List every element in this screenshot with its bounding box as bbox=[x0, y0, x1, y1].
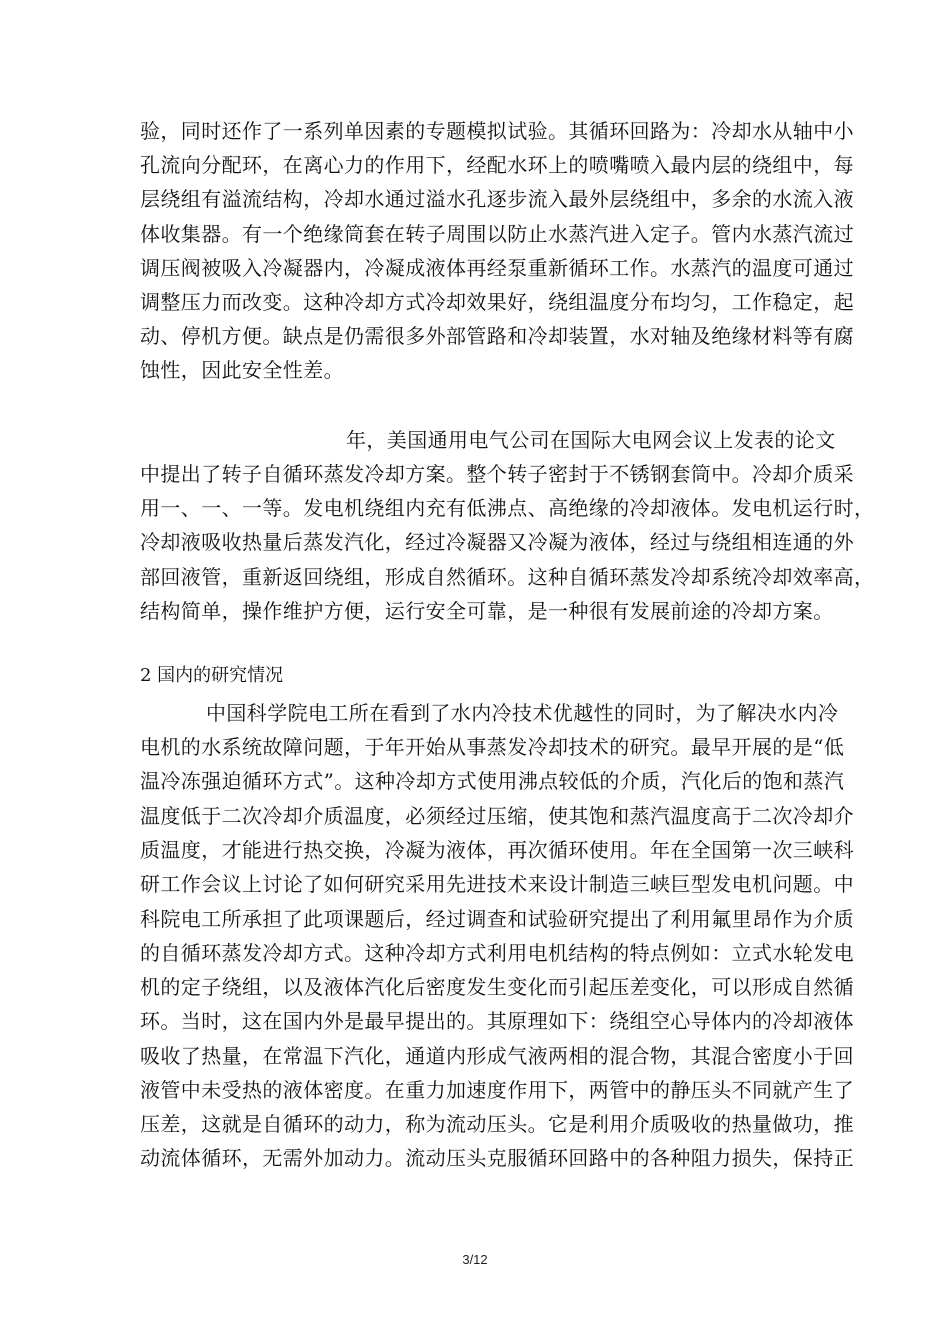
paragraph-line: 机的定子绕组，以及液体汽化后密度发生变化而引起压差变化，可以形成自然循 bbox=[140, 975, 854, 999]
paragraph-line: 电机的水系统故障问题，于年开始从事蒸发冷却技术的研究。最早开展的是“低 bbox=[140, 735, 845, 759]
paragraph-line: 动流体循环，无需外加动力。流动压头克服循环回路中的各种阻力损失，保持正 bbox=[140, 1146, 854, 1170]
paragraph-line: 的自循环蒸发冷却方式。这种冷却方式利用电机结构的特点例如：立式水轮发电 bbox=[140, 941, 854, 965]
paragraph-line: 调整压力而改变。这种冷却方式冷却效果好，绕组温度分布均匀，工作稳定，起 bbox=[140, 290, 854, 314]
paragraph-line: 温度低于二次冷却介质温度，必须经过压缩，使其饱和蒸汽温度高于二次冷却介 bbox=[140, 804, 854, 828]
paragraph-line: 冷却液吸收热量后蒸发汽化，经过冷凝器又冷凝为液体，经过与绕组相连通的外 bbox=[140, 530, 854, 554]
paragraph-line: 温冷冻强迫循环方式”。这种冷却方式使用沸点较低的介质，汽化后的饱和蒸汽 bbox=[140, 769, 845, 793]
paragraph-line: 结构简单，操作维护方便，运行安全可靠，是一种很有发展前途的冷却方案。 bbox=[140, 599, 834, 623]
paragraph-line: 吸收了热量，在常温下汽化，通道内形成气液两相的混合物，其混合密度小于回 bbox=[140, 1044, 854, 1068]
paragraph-line: 研工作会议上讨论了如何研究采用先进技术来设计制造三峡巨型发电机问题。中 bbox=[140, 872, 854, 896]
paragraph-line: 质温度，才能进行热交换，冷凝为液体，再次循环使用。年在全国第一次三峡科 bbox=[140, 838, 854, 862]
paragraph-line: 液管中未受热的液体密度。在重力加速度作用下，两管中的静压头不同就产生了 bbox=[140, 1078, 854, 1102]
paragraph-line: 验，同时还作了一系列单因素的专题模拟试验。其循环回路为：冷却水从轴中小 bbox=[140, 119, 854, 143]
paragraph-line: 体收集器。有一个绝缘筒套在转子周围以防止水蒸汽进入定子。管内水蒸汽流过 bbox=[140, 222, 854, 246]
page-number: 3/12 bbox=[462, 1252, 488, 1267]
section-heading: 2 国内的研究情况 bbox=[140, 665, 284, 686]
paragraph-line: 调压阀被吸入冷凝器内，冷凝成液体再经泵重新循环工作。水蒸汽的温度可通过 bbox=[140, 256, 854, 280]
paragraph-line: 层绕组有溢流结构，冷却水通过溢水孔逐步流入最外层绕组中，多余的水流入液 bbox=[140, 187, 854, 211]
paragraph-line: 孔流向分配环，在离心力的作用下，经配水环上的喷嘴喷入最内层的绕组中，每 bbox=[140, 153, 854, 177]
paragraph-line: 中国科学院电工所在看到了水内冷技术优越性的同时，为了解决水内冷 bbox=[206, 701, 839, 725]
paragraph-line: 科院电工所承担了此项课题后，经过调查和试验研究提出了利用氟里昂作为介质 bbox=[140, 907, 854, 931]
paragraph-line: 用一、一、一等。发电机绕组内充有低沸点、高绝缘的冷却液体。发电机运行时， bbox=[140, 496, 875, 520]
paragraph-line: 压差，这就是自循环的动力，称为流动压头。它是利用介质吸收的热量做功，推 bbox=[140, 1112, 854, 1136]
paragraph-line: 动、停机方便。缺点是仍需很多外部管路和冷却装置，水对轴及绝缘材料等有腐 bbox=[140, 324, 854, 348]
paragraph-line: 蚀性，因此安全性差。 bbox=[140, 358, 344, 382]
paragraph-line: 部回液管，重新返回绕组，形成自然循环。这种自循环蒸发冷却系统冷却效率高， bbox=[140, 565, 875, 589]
paragraph-line: 中提出了转子自循环蒸发冷却方案。整个转子密封于不锈钢套筒中。冷却介质采 bbox=[140, 462, 854, 486]
paragraph-line: 年，美国通用电气公司在国际大电网会议上发表的论文 bbox=[346, 428, 836, 452]
paragraph-line: 环。当时，这在国内外是最早提出的。其原理如下：绕组空心导体内的冷却液体 bbox=[140, 1009, 854, 1033]
